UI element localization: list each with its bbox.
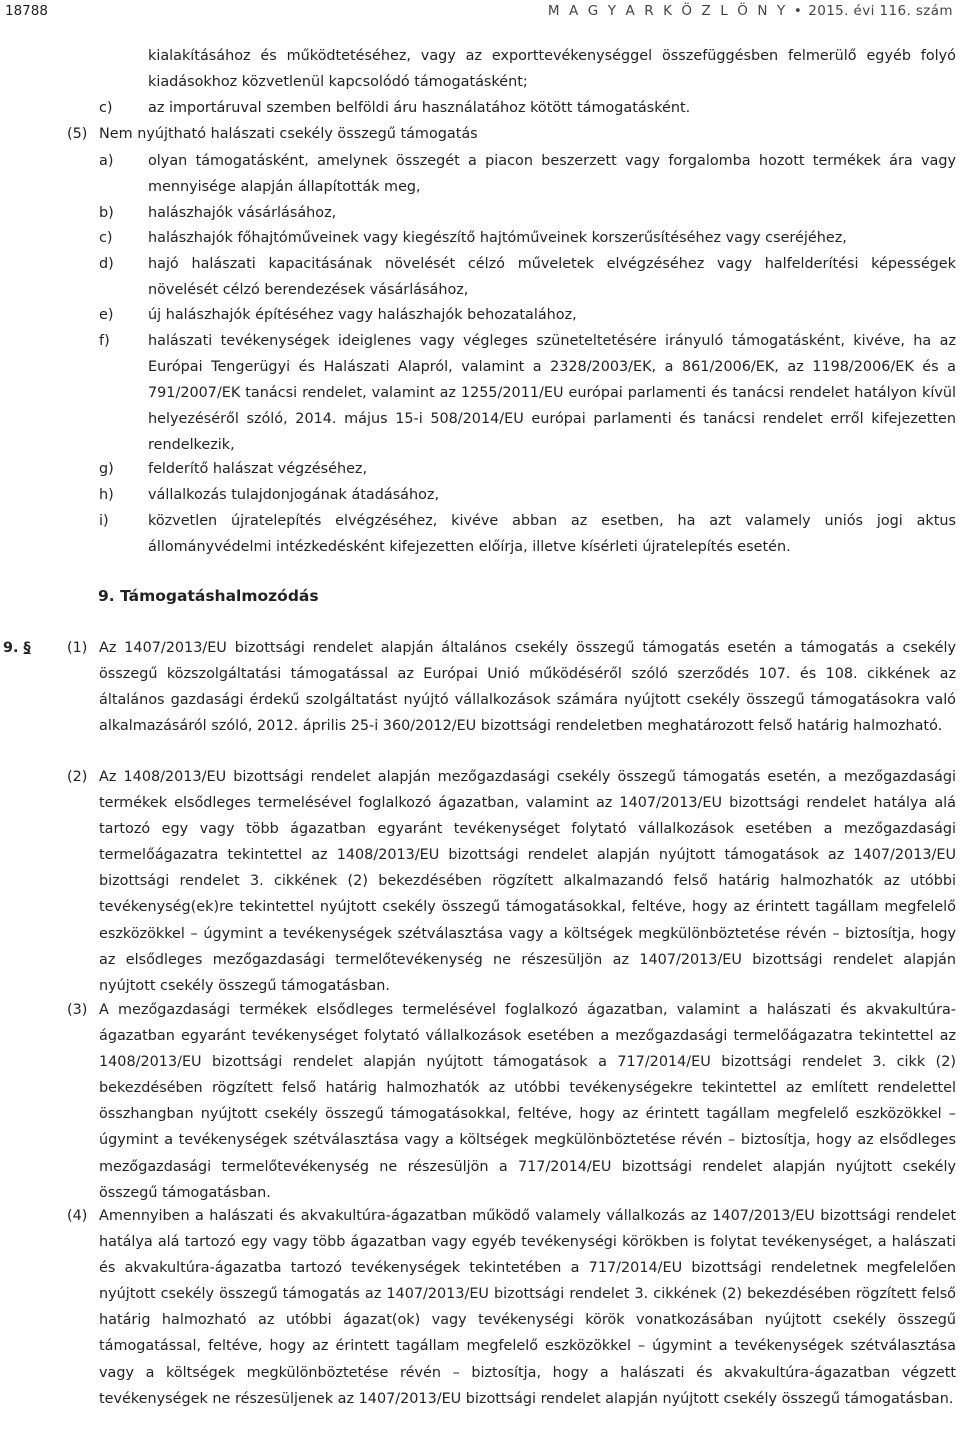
para-5-intro: Nem nyújtható halászati csekély összegű támogatás [99,126,478,142]
item-a-label: a) [99,153,114,169]
section-number [3,635,31,661]
section-para-3-text: A mezőgazdasági termékek elsődleges termelésével foglalkozó ágazatban, valamint a halászati és akvakultúra-ágazatban egyaránt tevékenységet folytató vállalkozások esetében a mezőgazdasági termelőágazatra tekintettel az 1408/2013/EU bizottsági rendelet alapján nyújtott támogatások a 717/2014/EU bizottsági rendelet 3. cikk (2) bekezdésében rögzített felső határig halmozhatók az utóbbi tevékenységekre tekintettel az említett rendelettel összhangban nyújtott csekély összegű támogatásokkal, feltéve, hogy az érintett tagállam megfelelő eszközökkel – úgymint a tevékenységek szétválasztása vagy a költségek megkülönböztetése révén – biztosítja, hogy az elsődleges mezőgazdasági termelőtevékenység ne részesüljön a 717/2014/EU bizottsági rendelet alapján nyújtott csekély összegű támogatásban. [99,1002,956,1201]
item-b-text: halászhajók vásárlásához, [148,205,337,221]
item-g-label: g) [99,461,114,477]
section-para-2-text: Az 1408/2013/EU bizottsági rendelet alapján mezőgazdasági csekély összegű támogatás esetén, a mezőgazdasági termékek elsődleges termelésével foglalkozó ágazatban, valamint az 1407/2013/EU bizottsági rendelet hatálya alá tartozó egy vagy több ágazatban egyaránt tevékenységet folytató vállalkozások esetében a mezőgazdasági termelőágazatra tekintettel az 1408/2013/EU bizottsági rendelet alapján nyújtott támogatások az 1407/2013/EU bizottsági rendelet 3. cikkének (2) bekezdésében rögzített alkalmazandó felső határig halmozhatók az utóbbi tevékenység(ek)re tekintettel nyújtott csekély összegű támogatásokkal, feltéve, hogy az érintett tagállam megfelelő eszközökkel – úgymint a tevékenységek szétválasztása vagy a költségek megkülönböztetése révén – biztosítja, hogy az elsődleges mezőgazdasági termelőtevékenység ne részesüljön az 1407/2013/EU bizottsági rendelet alapján nyújtott csekély összegű támogatásban. [99,769,956,994]
header-separator: • [793,3,803,19]
item-d-label: d) [99,256,114,272]
section-heading: 9. Támogatáshalmozódás [98,587,319,605]
item-h-text: vállalkozás tulajdonjogának átadásához, [148,487,440,503]
section-para-1-label: (1) [67,640,88,656]
item-f-label: f) [99,333,110,349]
publication-name: M A G Y A R K Ö Z L Ö N Y [547,3,788,19]
section-para-4-text: Amennyiben a halászati és akvakultúra-ágazatban működő valamely vállalkozás az 1407/2013/EU bizottsági rendelet hatálya alá tartozó egy vagy több ágazatban vagy egyéb tevékenységi körökben is folytat tevékenységet, a halászati és akvakultúra-ágazatba tartozó tevékenységek tekintetében a 717/2014/EU bizottsági rendeletnek megfelelően nyújtott csekély összegű támogatás az 1407/2013/EU bizottsági rendelet 3. cikkének (2) bekezdésében rögzített felső határig halmozható az utóbbi ágazat(ok) vagy tevékenységi körök vonatkozásában nyújtott csekély összegű támogatással, feltéve, hogy az érintett tagállam megfelelő eszközökkel – úgymint a tevékenységek szétválasztása vagy a költségek megkülönböztetése révén – biztosítja, hogy a halászati és akvakultúra-ágazatban végzett tevékenységek ne részesüljenek az 1407/2013/EU bizottsági rendelet alapján nyújtott csekély összegű támogatásban. [99,1208,956,1407]
item-c-text: halászhajók főhajtóműveinek vagy kiegészítő hajtóműveinek korszerűsítéséhez vagy cseréjéhez, [148,230,847,246]
section-sign: § [23,640,31,656]
page-number: 18788 [5,3,48,19]
section-number-value: 9. [3,640,19,656]
item-e-label: e) [99,307,114,323]
section-para-3-label: (3) [67,1002,88,1018]
item-d-text: hajó halászati kapacitásának növelését célzó műveletek elvégzéséhez vagy halfelderítési képességek növelését célzó berendezések vásárlásához, [148,256,956,299]
item-g-text: felderítő halászat végzéséhez, [148,461,368,477]
running-header [0,0,960,24]
item-h-label: h) [99,487,114,503]
item-c-label: c) [99,230,113,246]
item-text-c-prev: az importáruval szemben belföldi áru használatához kötött támogatásként. [148,100,691,116]
para-5-label: (5) [67,126,88,142]
section-para-2-label: (2) [67,769,88,785]
section-para-4-label: (4) [67,1208,88,1224]
running-head-title [548,1,953,21]
item-a-text: olyan támogatásként, amelynek összegét a piacon beszerzett vagy forgalomba hozott termékek ára vagy mennyisége alapján állapították meg, [148,153,956,196]
item-f-text: halászati tevékenységek ideiglenes vagy végleges szüneteltetésére irányuló támogatásként, kivéve, ha az Európai Tengerügyi és Halászati Alapról, valamint a 2328/2003/EK, a 861/2006/EK, az 1198/2006/EK és a 791/2007/EK tanácsi rendelet, valamint az 1255/2011/EU európai parlamenti és tanácsi rendelet hatályon kívül helyezéséről szóló, 2014. május 15-i 508/2014/EU európai parlamenti és tanácsi rendelet erről kifejezetten rendelkezik, [148,333,956,454]
issue-info: 2015. évi 116. szám [808,3,953,19]
section-para-1-text: Az 1407/2013/EU bizottsági rendelet alapján általános csekély összegű támogatás esetén a támogatás a csekély összegű közszolgáltatási támogatással az Európai Unió működéséről szóló szerződés 107. és 108. cikkének az általános gazdasági érdekű szolgáltatást nyújtó vállalkozások számára nyújtott csekély összegű támogatásokra való alkalmazásáról szóló, 2012. április 25-i 360/2012/EU bizottsági rendeletben meghatározott felső határig halmozható. [99,640,956,735]
continuation-text: kialakításához és működtetéséhez, vagy az exporttevékenységgel összefüggésben felmerülő egyéb folyó kiadásokhoz közvetlenül kapcsolódó támogatásként; [148,48,956,91]
item-i-label: i) [99,513,109,529]
item-i-text: közvetlen újratelepítés elvégzéséhez, kivéve abban az esetben, ha azt valamely uniós jogi aktus állományvédelmi intézkedésként kifejezetten előírja, illetve kísérleti újratelepítés esetén. [148,513,956,556]
item-e-text: új halászhajók építéséhez vagy halászhajók behozatalához, [148,307,577,323]
item-label-c-prev: c) [99,100,113,116]
item-b-label: b) [99,205,114,221]
